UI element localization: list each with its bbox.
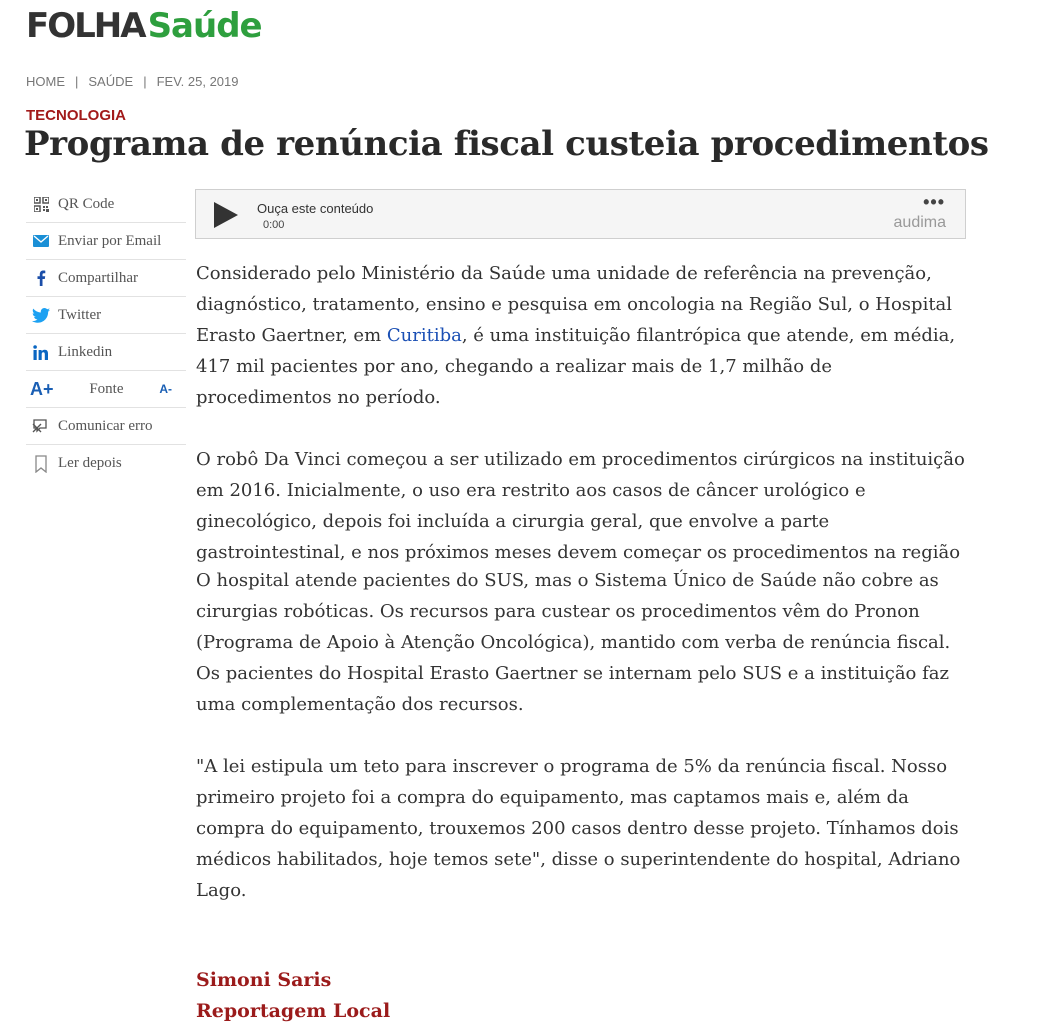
linkedin-share-button[interactable] xyxy=(26,334,186,371)
qr-code-icon xyxy=(30,197,52,212)
qr-code-label: QR Code xyxy=(58,195,115,212)
font-decrease-button[interactable]: A- xyxy=(159,382,172,396)
breadcrumb-home[interactable]: HOME xyxy=(26,74,65,89)
byline xyxy=(196,965,390,1026)
truncated-paragraph xyxy=(196,444,971,568)
article-title: Programa de renúncia fiscal custeia procedimentos xyxy=(24,124,989,164)
site-logo[interactable] xyxy=(26,6,262,46)
font-increase-button[interactable]: A+ xyxy=(30,378,54,399)
report-error-button[interactable] xyxy=(26,408,186,445)
bookmark-icon xyxy=(30,455,52,473)
article-body xyxy=(196,258,971,906)
article-paragraph: O robô Da Vinci começou a ser utilizado em procedimentos cirúrgicos na instituição em 2016. Inicialmente, o uso era restrito aos casos de câncer urológico e ginecológico, depois foi incluída a cirurgia geral, que envolve a parte gastrointestinal, e nos próximos meses devem começar os procedimentos na região xyxy=(196,449,965,563)
linkedin-share-label: Linkedin xyxy=(58,343,113,360)
player-label: Ouça este conteúdo xyxy=(257,201,374,216)
email-share-label: Enviar por Email xyxy=(58,232,162,249)
linkedin-icon xyxy=(30,345,52,360)
twitter-share-label: Twitter xyxy=(58,306,102,323)
logo-folha: FOLHA xyxy=(26,6,145,46)
email-share-button[interactable] xyxy=(26,223,186,260)
envelope-icon xyxy=(30,235,52,247)
breadcrumb xyxy=(26,74,239,89)
report-error-icon xyxy=(30,419,52,433)
logo-saude: Saúde xyxy=(147,6,262,46)
breadcrumb-section[interactable]: SAÚDE xyxy=(88,74,134,89)
audio-player xyxy=(195,189,966,239)
player-time: 0:00 xyxy=(263,219,285,231)
breadcrumb-separator: | xyxy=(75,74,79,89)
article-paragraph: "A lei estipula um teto para inscrever o programa de 5% da renúncia fiscal. Nosso primeiro projeto foi a compra do equipamento, mas captamos mais e, além da compra do equipamento, trouxemos 200 casos dentro desse projeto. Tínhamos dois médicos habilitados, hoje temos sete", disse o superintendente do hospital, Adriano Lago. xyxy=(196,756,961,901)
breadcrumb-date: FEV. 25, 2019 xyxy=(156,74,239,89)
article-kicker[interactable]: TECNOLOGIA xyxy=(26,107,126,124)
breadcrumb-separator: | xyxy=(143,74,147,89)
byline-author[interactable]: Simoni Saris xyxy=(196,969,332,991)
qr-code-button[interactable] xyxy=(26,186,186,223)
facebook-icon xyxy=(30,270,52,286)
article-paragraph xyxy=(196,258,971,413)
player-more-icon[interactable]: ••• xyxy=(923,192,945,212)
font-size-control xyxy=(26,371,186,408)
font-label: Fonte xyxy=(89,380,124,397)
twitter-share-button[interactable] xyxy=(26,297,186,334)
curitiba-link[interactable]: Curitiba xyxy=(386,325,462,346)
read-later-button[interactable] xyxy=(26,445,186,482)
play-icon[interactable] xyxy=(212,202,238,228)
player-brand-logo[interactable]: audima xyxy=(893,214,946,231)
paragraph-text: Considerado pelo Ministério da Saúde uma unidade de referência na prevenção, diagnóstico, tratamento, ensino e pesquisa em oncologia na Região Sul, o Hospital Erasto Gaertner, em xyxy=(196,263,953,346)
share-sidebar xyxy=(26,186,186,482)
twitter-icon xyxy=(30,308,52,323)
facebook-share-button[interactable] xyxy=(26,260,186,297)
paragraph-text: , é uma instituição filantrópica que atende, em média, 417 mil pacientes por ano, chegando a realizar mais de 1,7 milhão de procedimentos no período. xyxy=(196,325,956,408)
facebook-share-label: Compartilhar xyxy=(58,269,138,286)
read-later-label: Ler depois xyxy=(58,455,122,471)
report-error-label: Comunicar erro xyxy=(58,417,153,434)
byline-desk: Reportagem Local xyxy=(196,1000,391,1022)
article-paragraph: O hospital atende pacientes do SUS, mas o Sistema Único de Saúde não cobre as cirurgias robóticas. Os recursos para custear os procedimentos vêm do Pronon (Programa de Apoio à Atenção Oncológica), mantido com verba de renúncia fiscal. Os pacientes do Hospital Erasto Gaertner se internam pelo SUS e a instituição faz uma complementação dos recursos. xyxy=(196,570,951,715)
